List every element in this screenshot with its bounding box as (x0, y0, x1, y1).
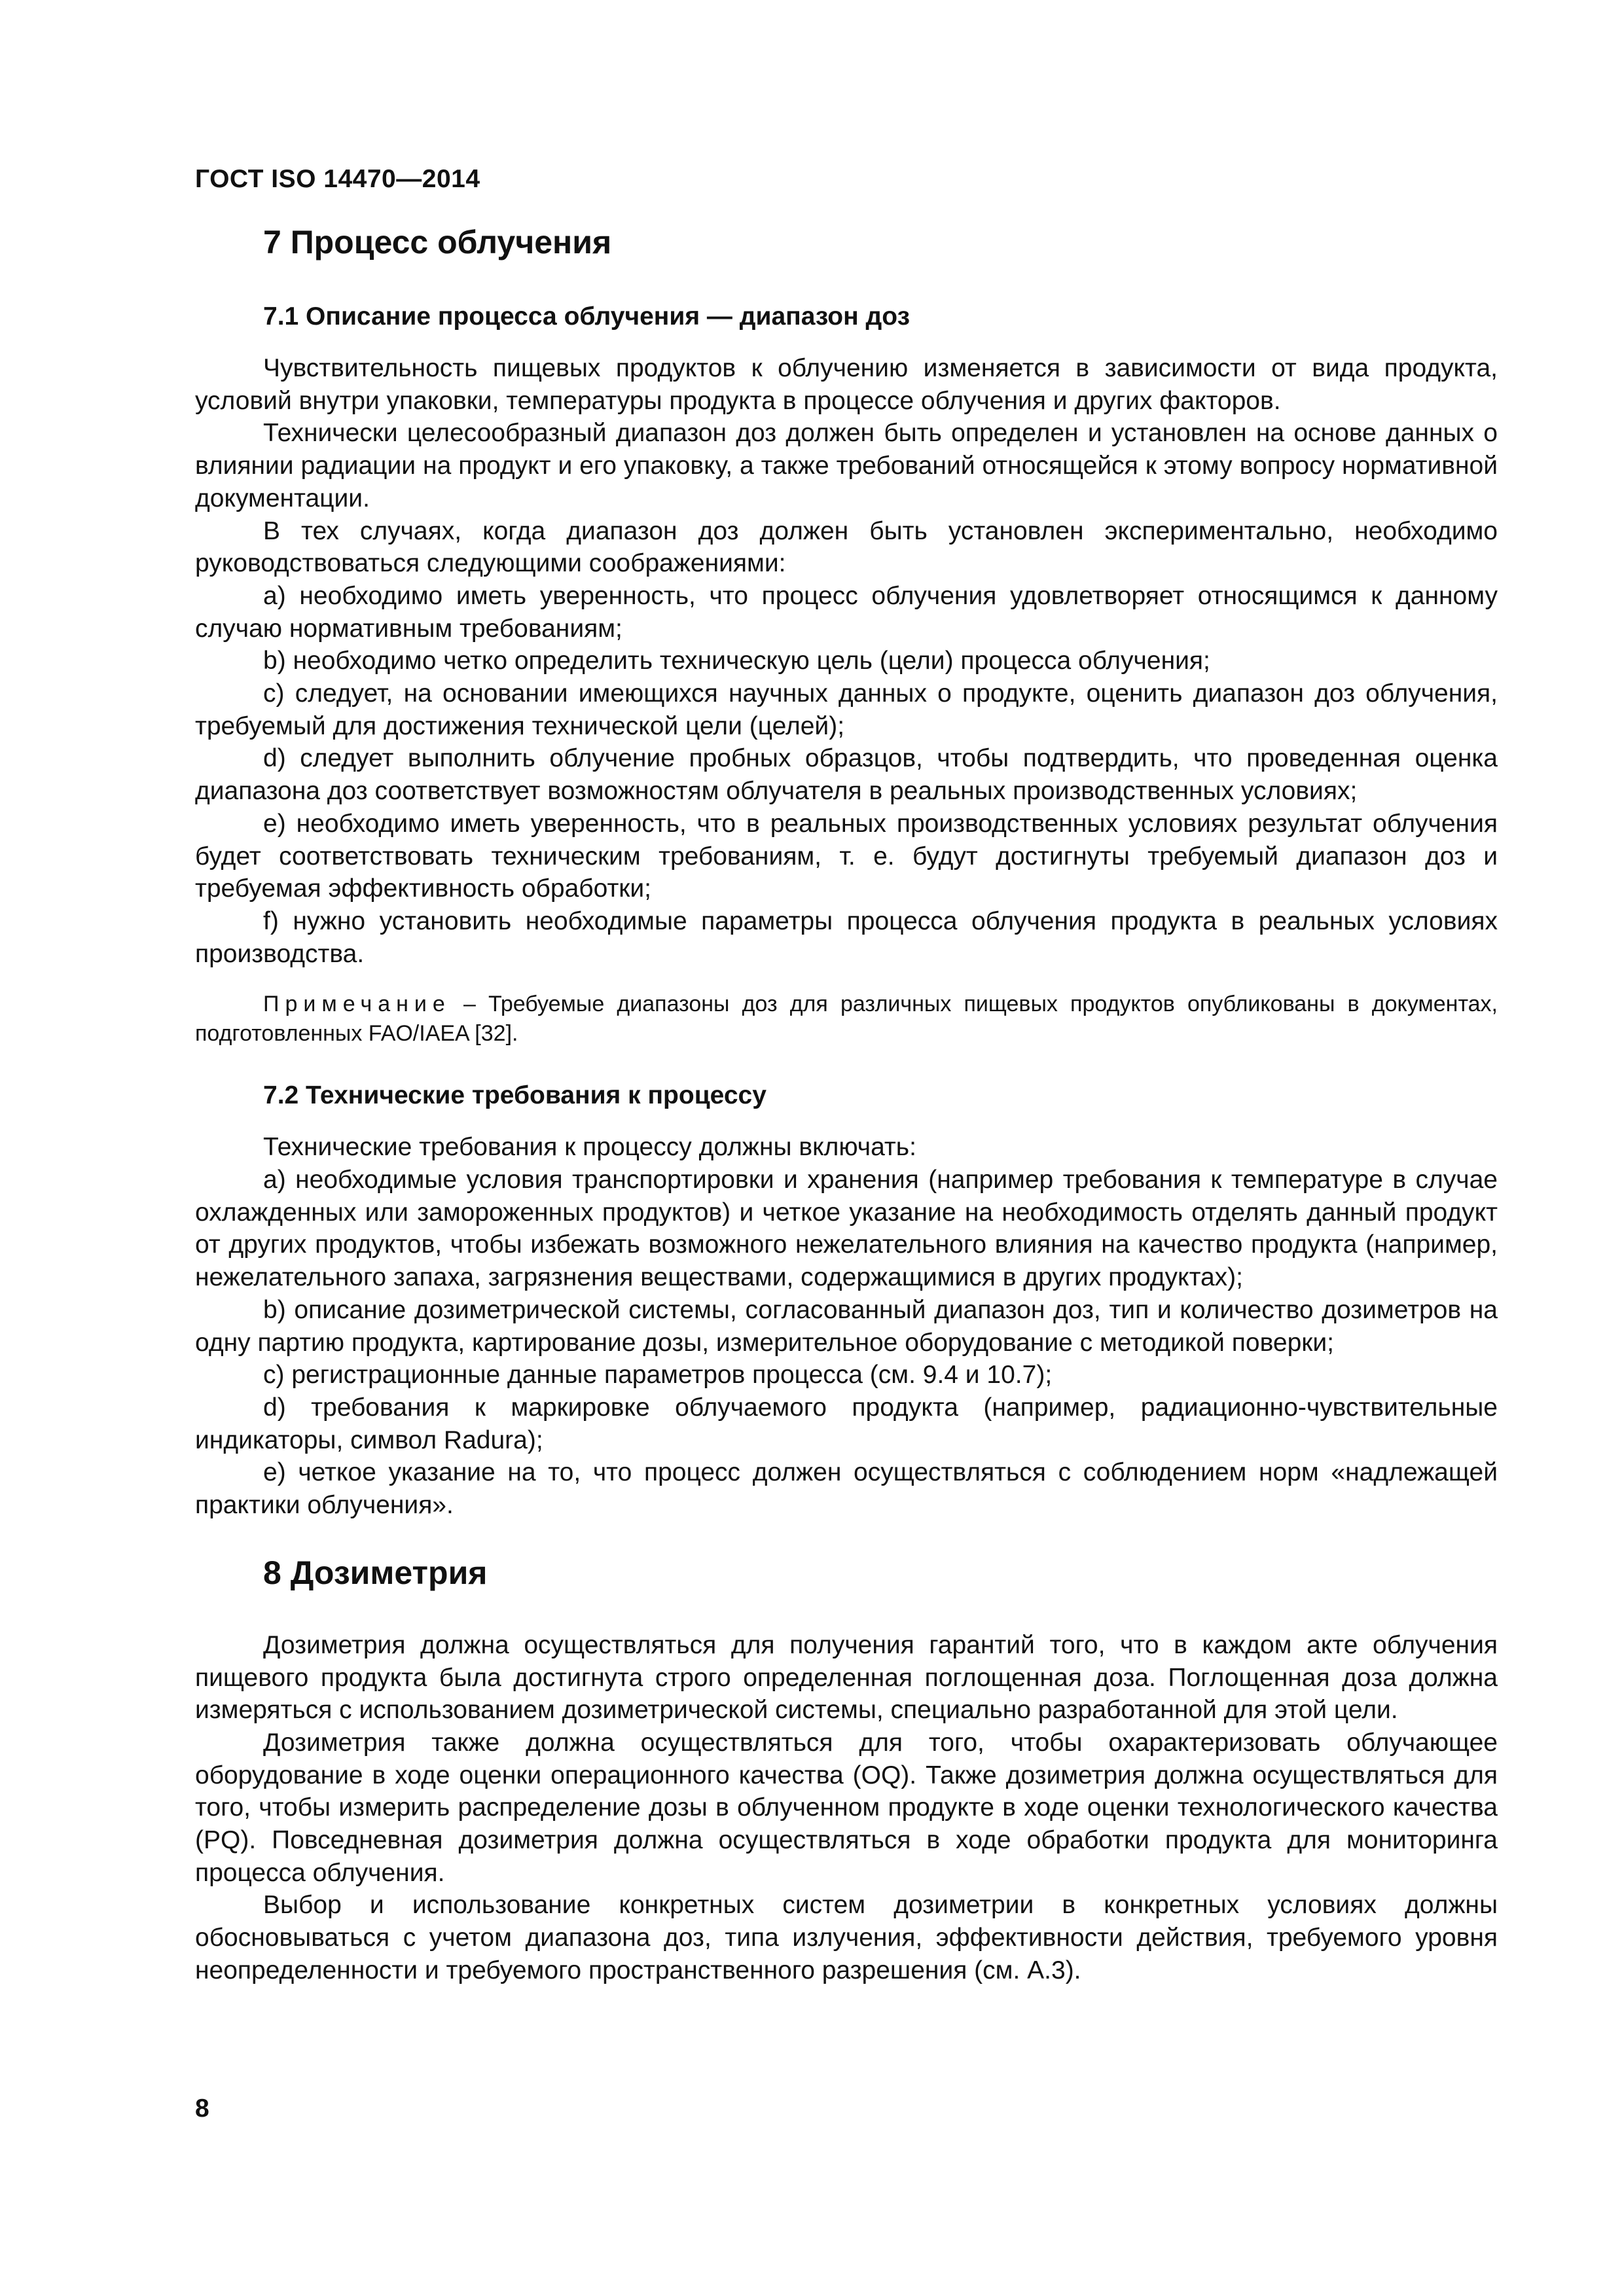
note-text: – Требуемые диапазоны доз для различных пищевых продуктов опубликованы в документах, подготовленных FAO/IAEA [32]. (195, 992, 1498, 1047)
note (195, 990, 1498, 1049)
paragraph: Дозиметрия должна осуществляться для получения гарантий того, что в каждом акте облучения пищевого продукта была достигнута строго определенная поглощенная доза. Поглощенная доза должна измеряться с использованием дозиметрической системы, специально разработанной для этой цели. (195, 1630, 1498, 1725)
list-item: e) четкое указание на то, что процесс должен осуществляться с соблюдением норм «надлежащей практики облучения». (195, 1458, 1498, 1520)
list-item: a) необходимые условия транспортировки и хранения (например требования к температуре в случае охлажденных или замороженных продуктов) и четкое указание на необходимость отделять данный продукт от других продуктов, чтобы избежать возможного нежелательного влияния на качество продукта (например, нежелательного запаха, загрязнения веществами, содержащимися в других продуктах); (195, 1166, 1498, 1292)
paragraph: В тех случаях, когда диапазон доз должен быть установлен экспериментально, необходимо руководствоваться следующими соображениями: (195, 516, 1498, 578)
subsection-7-1-title: 7.1 Описание процесса облучения — диапазон доз (263, 302, 910, 331)
section-7-title: 7 Процесс облучения (263, 224, 612, 260)
list-item: d) следует выполнить облучение пробных образцов, чтобы подтвердить, что проведенная оценка диапазона доз соответствует возможностям облучателя в реальных производственных условиях; (195, 744, 1498, 806)
page-content (195, 216, 1498, 1987)
paragraph: Выбор и использование конкретных систем дозиметрии в конкретных условиях должны обосновываться с учетом диапазона доз, типа излучения, эффективности действия, требуемого уровня неопределенности и требуемого пространственного разрешения (см. А.3). (195, 1891, 1498, 1984)
paragraph: Чувствительность пищевых продуктов к облучению изменяется в зависимости от вида продукта, условий внутри упаковки, температуры продукта в процессе облучения и других факторов. (195, 354, 1498, 415)
paragraph: Технически целесообразный диапазон доз должен быть определен и установлен на основе данных о влиянии радиации на продукт и его упаковку, а также требований относящейся к этому вопросу нормативной документации. (195, 419, 1498, 512)
subsection-7-2-title: 7.2 Технические требования к процессу (263, 1081, 767, 1110)
list-item: f) нужно установить необходимые параметры процесса облучения продукта в реальных условиях производства. (195, 906, 1498, 968)
paragraph: Технические требования к процессу должны включать: (263, 1133, 916, 1162)
page-number: 8 (195, 2094, 209, 2123)
list-item: a) необходимо иметь уверенность, что процесс облучения удовлетворяет относящимся к данному случаю нормативным требованиям; (195, 581, 1498, 643)
list-item: d) требования к маркировке облучаемого продукта (например, радиационно-чувствительные индикаторы, символ Radura); (195, 1393, 1498, 1454)
document-header: ГОСТ ISO 14470—2014 (195, 165, 480, 193)
list-item: c) следует, на основании имеющихся научных данных о продукте, оценить диапазон доз облучения, требуемый для достижения технической цели (целей); (195, 679, 1498, 740)
paragraph: Дозиметрия также должна осуществляться для того, чтобы охарактеризовать облучающее оборудование в ходе оценки операционного качества (OQ). Также дозиметрия должна осуществляться для того, чтобы измерить распределение дозы в облученном продукте в ходе оценки технологического качества (PQ). Повседневная дозиметрия должна осуществляться в ходе обработки продукта для мониторинга процесса облучения. (195, 1728, 1498, 1887)
section-8-title: 8 Дозиметрия (263, 1554, 488, 1591)
list-item: c) регистрационные данные параметров процесса (см. 9.4 и 10.7); (263, 1361, 1053, 1390)
list-item: e) необходимо иметь уверенность, что в реальных производственных условиях результат облучения будет соответствовать техническим требованиям, т. е. будут достигнуты требуемый диапазон доз и требуемая эффективность обработки; (195, 809, 1498, 903)
list-item: b) необходимо четко определить техническую цель (цели) процесса облучения; (263, 647, 1210, 675)
note-label: Примечание (263, 992, 451, 1017)
list-item: b) описание дозиметрической системы, согласованный диапазон доз, тип и количество дозиметров на одну партию продукта, картирование дозы, измерительное оборудование с методикой поверки; (195, 1295, 1498, 1357)
